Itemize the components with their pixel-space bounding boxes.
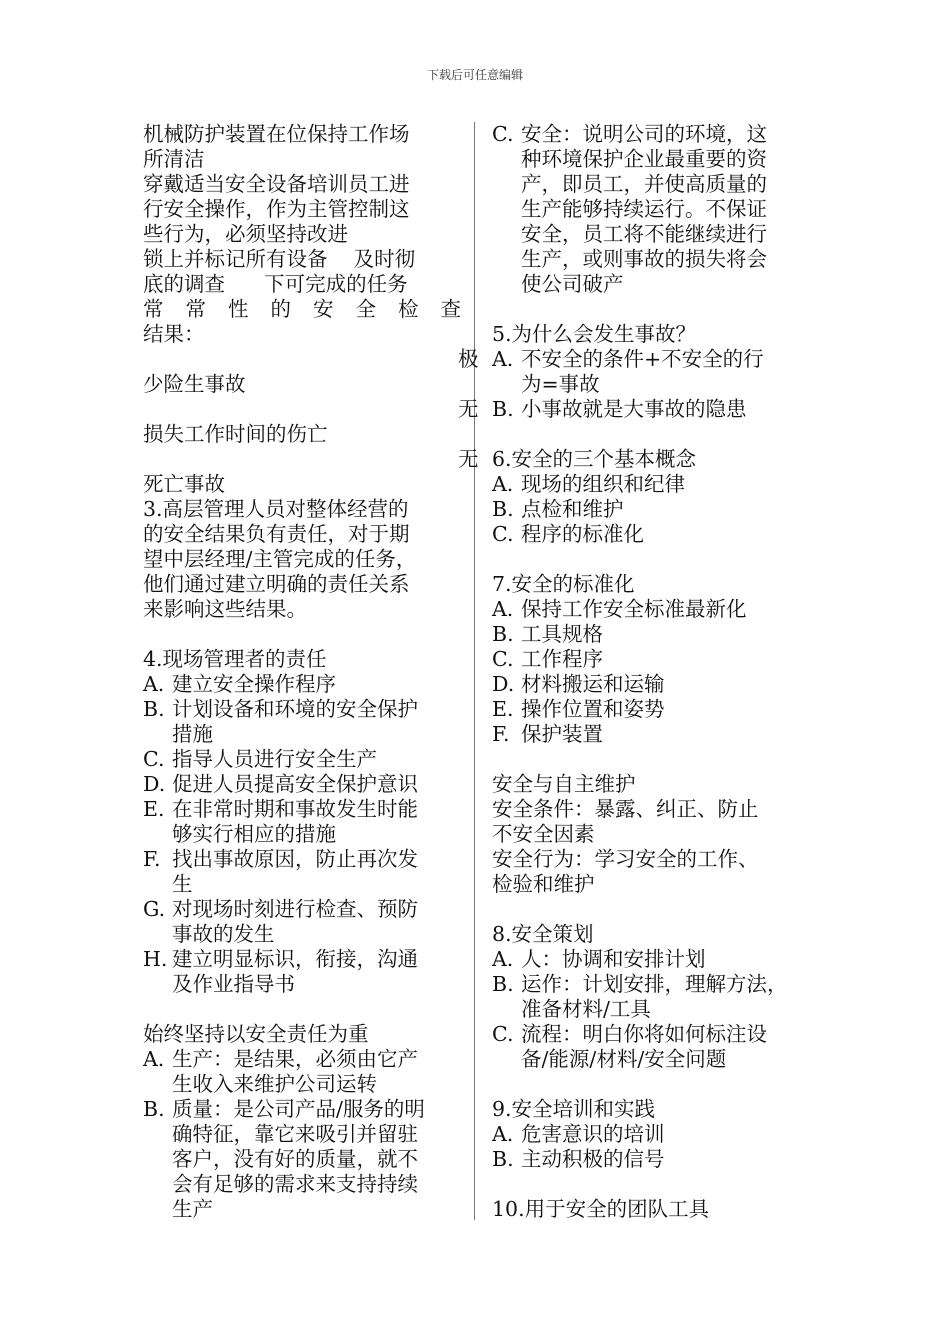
- list-item: [143, 672, 461, 697]
- list-text: 对现场时刻进行检查、预防: [172, 897, 418, 921]
- list-item: [492, 497, 820, 522]
- list-marker: C.: [492, 1022, 514, 1046]
- list-marker: G.: [143, 897, 166, 921]
- list-text: 在非常时期和事故发生时能: [172, 797, 418, 821]
- list-marker: B.: [143, 697, 165, 721]
- char: 常: [143, 297, 164, 321]
- section-title: 安全与自主维护: [492, 772, 636, 796]
- text-line: 穿戴适当安全设备培训员工进: [143, 172, 410, 196]
- list-text: 生产能够持续运行。不保证: [521, 197, 767, 221]
- outcome-line: 损失工作时间的伤亡: [143, 422, 328, 446]
- list-item: [143, 1097, 461, 1222]
- list-text: 流程：明白你将如何标注设: [521, 1022, 767, 1046]
- list-text: 点检和维护: [521, 497, 624, 521]
- list-text: 生产: [172, 1197, 213, 1221]
- list-marker: C.: [492, 647, 514, 671]
- section-title: 7.安全的标准化: [492, 572, 635, 596]
- list-text: 现场的组织和纪律: [521, 472, 685, 496]
- list-marker: B.: [492, 1147, 514, 1171]
- column-divider: [474, 122, 475, 1220]
- list-text: 备/能源/材料/安全问题: [521, 1047, 727, 1071]
- list-item: [492, 1022, 820, 1072]
- list-text: 生产，或则事故的损失将会: [521, 247, 767, 271]
- section-title: 10.用于安全的团队工具: [492, 1197, 710, 1221]
- list-text: 生产：是结果，必须由它产: [172, 1047, 418, 1071]
- list-text: 为=事故: [521, 372, 600, 396]
- list-item: [492, 672, 820, 697]
- char: 性: [228, 297, 249, 321]
- list-item: [492, 972, 820, 1022]
- list-text: 质量：是公司产品/服务的明: [172, 1097, 425, 1121]
- list-text: 准备材料/工具: [521, 997, 651, 1021]
- list-marker: A.: [492, 1122, 514, 1146]
- list-item: [492, 697, 820, 722]
- list-text: 及作业指导书: [172, 972, 295, 996]
- outcome-line: 少险生事故: [143, 372, 246, 396]
- outcome-line: 死亡事故: [143, 472, 225, 496]
- left-column: [143, 122, 461, 1222]
- list-item: [492, 947, 820, 972]
- list-text: 指导人员进行安全生产: [172, 747, 377, 771]
- text-line: 安全行为：学习安全的工作、: [492, 847, 759, 871]
- list-marker: E.: [143, 797, 165, 821]
- list-item: [143, 772, 461, 797]
- list-marker: B.: [492, 497, 514, 521]
- list-marker: B.: [492, 622, 514, 646]
- list-marker: C.: [492, 122, 514, 146]
- section-title: 8.安全策划: [492, 922, 594, 946]
- section-title: 始终坚持以安全责任为重: [143, 1022, 369, 1046]
- list-text: 生收入来维护公司运转: [172, 1072, 377, 1096]
- list-marker: B.: [143, 1097, 165, 1121]
- list-item: [143, 847, 461, 897]
- list-marker: B.: [492, 972, 514, 996]
- list-marker: F.: [143, 847, 161, 871]
- list-marker: C.: [143, 747, 165, 771]
- list-item: [492, 597, 820, 622]
- list-item: [492, 397, 820, 422]
- text-line: 安全条件：暴露、纠正、防止: [492, 797, 759, 821]
- list-marker: D.: [492, 672, 515, 696]
- list-text: 计划设备和环境的安全保护: [172, 697, 418, 721]
- text-line: 锁上并标记所有设备 及时彻: [143, 247, 416, 271]
- list-item: [143, 797, 461, 847]
- list-text: 程序的标准化: [521, 522, 644, 546]
- results-line: [143, 297, 461, 322]
- list-text: 建立明显标识，衔接，沟通: [172, 947, 418, 971]
- list-text: 生: [172, 872, 193, 896]
- char: 查: [440, 297, 461, 321]
- list-text: 操作位置和姿势: [521, 697, 665, 721]
- list-item: [492, 472, 820, 497]
- list-text: 使公司破产: [521, 272, 624, 296]
- section-title: 5.为什么会发生事故？: [492, 322, 697, 346]
- margin-note: 无: [458, 397, 479, 421]
- list-marker: A.: [143, 672, 165, 696]
- text-line: 底的调查 下可完成的任务: [143, 272, 408, 296]
- text-line: 机械防护装置在位保持工作场: [143, 122, 410, 146]
- right-column: [492, 122, 820, 1222]
- list-text: 够实行相应的措施: [172, 822, 336, 846]
- list-text: 建立安全操作程序: [172, 672, 336, 696]
- list-item: [143, 697, 461, 747]
- char: 全: [355, 297, 376, 321]
- list-text: 会有足够的需求来支持持续: [172, 1172, 418, 1196]
- list-text: 安全，员工将不能继续进行: [521, 222, 767, 246]
- list-item: [492, 647, 820, 672]
- list-item: [492, 122, 820, 297]
- list-text: 小事故就是大事故的隐患: [521, 397, 747, 421]
- list-marker: A.: [492, 347, 514, 371]
- margin-note: 极: [458, 347, 479, 371]
- list-text: 种环境保护企业最重要的资: [521, 147, 767, 171]
- text-line: 的安全结果负有责任，对于期: [143, 522, 410, 546]
- list-marker: A.: [492, 597, 514, 621]
- list-text: 人：协调和安排计划: [521, 947, 706, 971]
- char: 检: [398, 297, 419, 321]
- list-text: 保持工作安全标准最新化: [521, 597, 747, 621]
- list-text: 运作：计划安排，理解方法，: [521, 972, 788, 996]
- text-line: 望中层经理/主管完成的任务，: [143, 547, 417, 571]
- list-marker: H.: [143, 947, 168, 971]
- list-text: 事故的发生: [172, 922, 275, 946]
- list-text: 材料搬运和运输: [521, 672, 665, 696]
- list-marker: A.: [492, 947, 514, 971]
- list-item: [143, 747, 461, 772]
- list-text: 找出事故原因，防止再次发: [172, 847, 418, 871]
- list-marker: B.: [492, 397, 514, 421]
- list-text: 工具规格: [521, 622, 603, 646]
- text-line: 他们通过建立明确的责任关系: [143, 572, 410, 596]
- section-title: 9.安全培训和实践: [492, 1097, 656, 1121]
- char: 安: [313, 297, 334, 321]
- list-text: 措施: [172, 722, 213, 746]
- list-text: 安全：说明公司的环境，这: [521, 122, 767, 146]
- list-text: 主动积极的信号: [521, 1147, 665, 1171]
- text-line: 检验和维护: [492, 872, 595, 896]
- char: 的: [270, 297, 291, 321]
- margin-note: 无: [458, 447, 479, 471]
- char: 常: [185, 297, 206, 321]
- list-marker: D.: [143, 772, 166, 796]
- text-line: 行安全操作，作为主管控制这: [143, 197, 410, 221]
- list-item: [143, 897, 461, 947]
- list-text: 危害意识的培训: [521, 1122, 665, 1146]
- text-line: 所清洁: [143, 147, 205, 171]
- list-item: [492, 722, 820, 747]
- list-item: [143, 1047, 461, 1097]
- section-title: 6.安全的三个基本概念: [492, 447, 697, 471]
- list-marker: A.: [143, 1047, 165, 1071]
- list-item: [492, 1122, 820, 1147]
- list-marker: C.: [492, 522, 514, 546]
- list-text: 保护装置: [521, 722, 603, 746]
- text-line: 3.高层管理人员对整体经营的: [143, 497, 409, 521]
- list-text: 工作程序: [521, 647, 603, 671]
- text-line: 来影响这些结果。: [143, 597, 307, 621]
- list-item: [492, 347, 820, 397]
- text-line: 不安全因素: [492, 822, 595, 846]
- list-marker: E.: [492, 697, 514, 721]
- list-item: [143, 947, 461, 997]
- section-title: 4.现场管理者的责任: [143, 647, 327, 671]
- text-line: 些行为，必须坚持改进: [143, 222, 348, 246]
- list-text: 确特征，靠它来吸引并留驻: [172, 1122, 418, 1146]
- list-item: [492, 622, 820, 647]
- list-marker: F.: [492, 722, 510, 746]
- list-text: 促进人员提高安全保护意识: [172, 772, 418, 796]
- list-text: 产，即员工，并使高质量的: [521, 172, 767, 196]
- page-header: 下载后可任意编辑: [426, 68, 523, 82]
- list-item: [492, 1147, 820, 1172]
- list-item: [492, 522, 820, 547]
- list-text: 不安全的条件+不安全的行: [521, 347, 764, 371]
- list-marker: A.: [492, 472, 514, 496]
- text-line: 结果：: [143, 322, 205, 346]
- list-text: 客户，没有好的质量，就不: [172, 1147, 418, 1171]
